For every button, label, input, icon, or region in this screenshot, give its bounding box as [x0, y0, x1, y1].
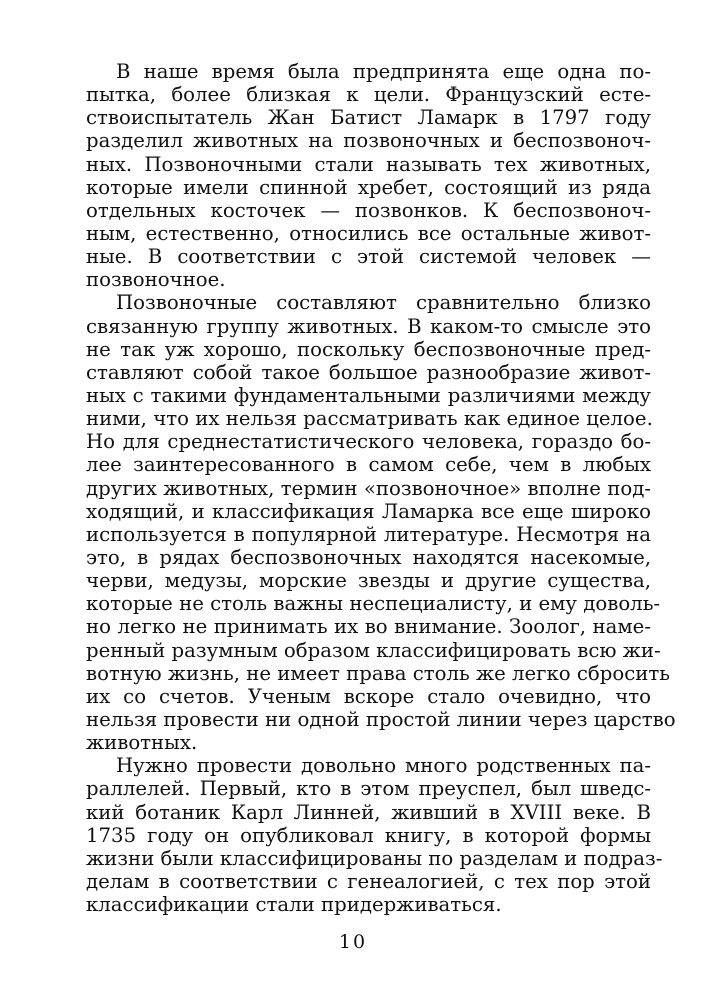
text-line: ренный разумным образом классифицировать всю жи- — [86, 638, 661, 662]
text-line: пытка, более близкая к цели. Французский есте- — [86, 83, 651, 107]
text-line: используется в популярной литературе. Несмотря на — [86, 522, 651, 546]
paragraph-3 — [86, 754, 663, 917]
text-line: это, в рядах беспозвоночных находятся насекомые, — [86, 545, 651, 569]
text-line: жизни были классифицированы по разделам и подраз- — [86, 846, 663, 870]
text-line: раллелей. Первый, кто в этом преуспел, был шведс- — [86, 777, 651, 801]
text-line: классификации стали придерживаться. — [86, 893, 502, 917]
text-line: но легко не принимать их во внимание. Зоолог, наме- — [86, 615, 651, 639]
text-line: Позвоночные составляют сравнительно близко — [116, 291, 651, 315]
text-line: 1735 году он опубликовал книгу, в которой формы — [86, 823, 651, 847]
text-line: ные. В соответствии с этой системой человек — — [86, 245, 651, 269]
text-line: их со счетов. Ученым вскоре стало очевидно, что — [86, 684, 651, 708]
text-line: ставляют собой такое большое разнообразие живот- — [86, 360, 651, 384]
page-body — [86, 60, 676, 917]
text-line: черви, медузы, морские звезды и другие существа, — [86, 569, 651, 593]
text-line: ствоиспытатель Жан Батист Ламарк в 1797 году — [86, 106, 651, 130]
text-line: кий ботаник Карл Линней, живший в XVIII веке. В — [86, 800, 651, 824]
text-line: ними, что их нельзя рассматривать как единое целое. — [86, 407, 653, 431]
text-line: ных с такими фундаментальными различиями между — [86, 383, 651, 407]
text-line: В наше время была предпринята еще одна по- — [116, 60, 651, 83]
text-line: разделил животных на позвоночных и беспозвоноч- — [86, 129, 651, 153]
text-line: лее заинтересованного в самом себе, чем в любых — [86, 453, 651, 477]
text-line: отдельных косточек — позвонков. К беспозвоноч- — [86, 198, 651, 222]
text-line: других животных, термин «позвоночное» вполне под- — [86, 476, 651, 500]
text-line: которые имели спинной хребет, состоящий из ряда — [86, 175, 651, 199]
text-line: не так уж хорошо, поскольку беспозвоночные пред- — [86, 337, 651, 361]
text-line: нельзя провести ни одной простой линии через царство — [86, 707, 676, 731]
text-line: которые не столь важны неспециалисту, и ему доволь- — [86, 592, 661, 616]
text-line: связанную группу животных. В каком-то смысле это — [86, 314, 651, 338]
text-line: вотную жизнь, не имеет права столь же легко сбросить — [86, 661, 670, 685]
paragraph-2 — [86, 291, 676, 755]
text-line: позвоночное. — [86, 268, 226, 292]
text-line: Но для среднестатистического человека, гораздо бо- — [86, 430, 651, 454]
page-number: 10 — [338, 931, 368, 953]
text-line: ных. Позвоночными стали называть тех животных, — [86, 152, 651, 176]
paragraph-1 — [86, 60, 651, 291]
text-line: делам в соответствии с генеалогией, с тех пор этой — [86, 869, 651, 893]
text-line: Нужно провести довольно много родственных па- — [116, 754, 651, 778]
text-line: ходящий, и классификация Ламарка все еще широко — [86, 499, 651, 523]
text-line: ным, естественно, относились все остальные живот- — [86, 221, 651, 245]
text-line: животных. — [86, 731, 198, 755]
